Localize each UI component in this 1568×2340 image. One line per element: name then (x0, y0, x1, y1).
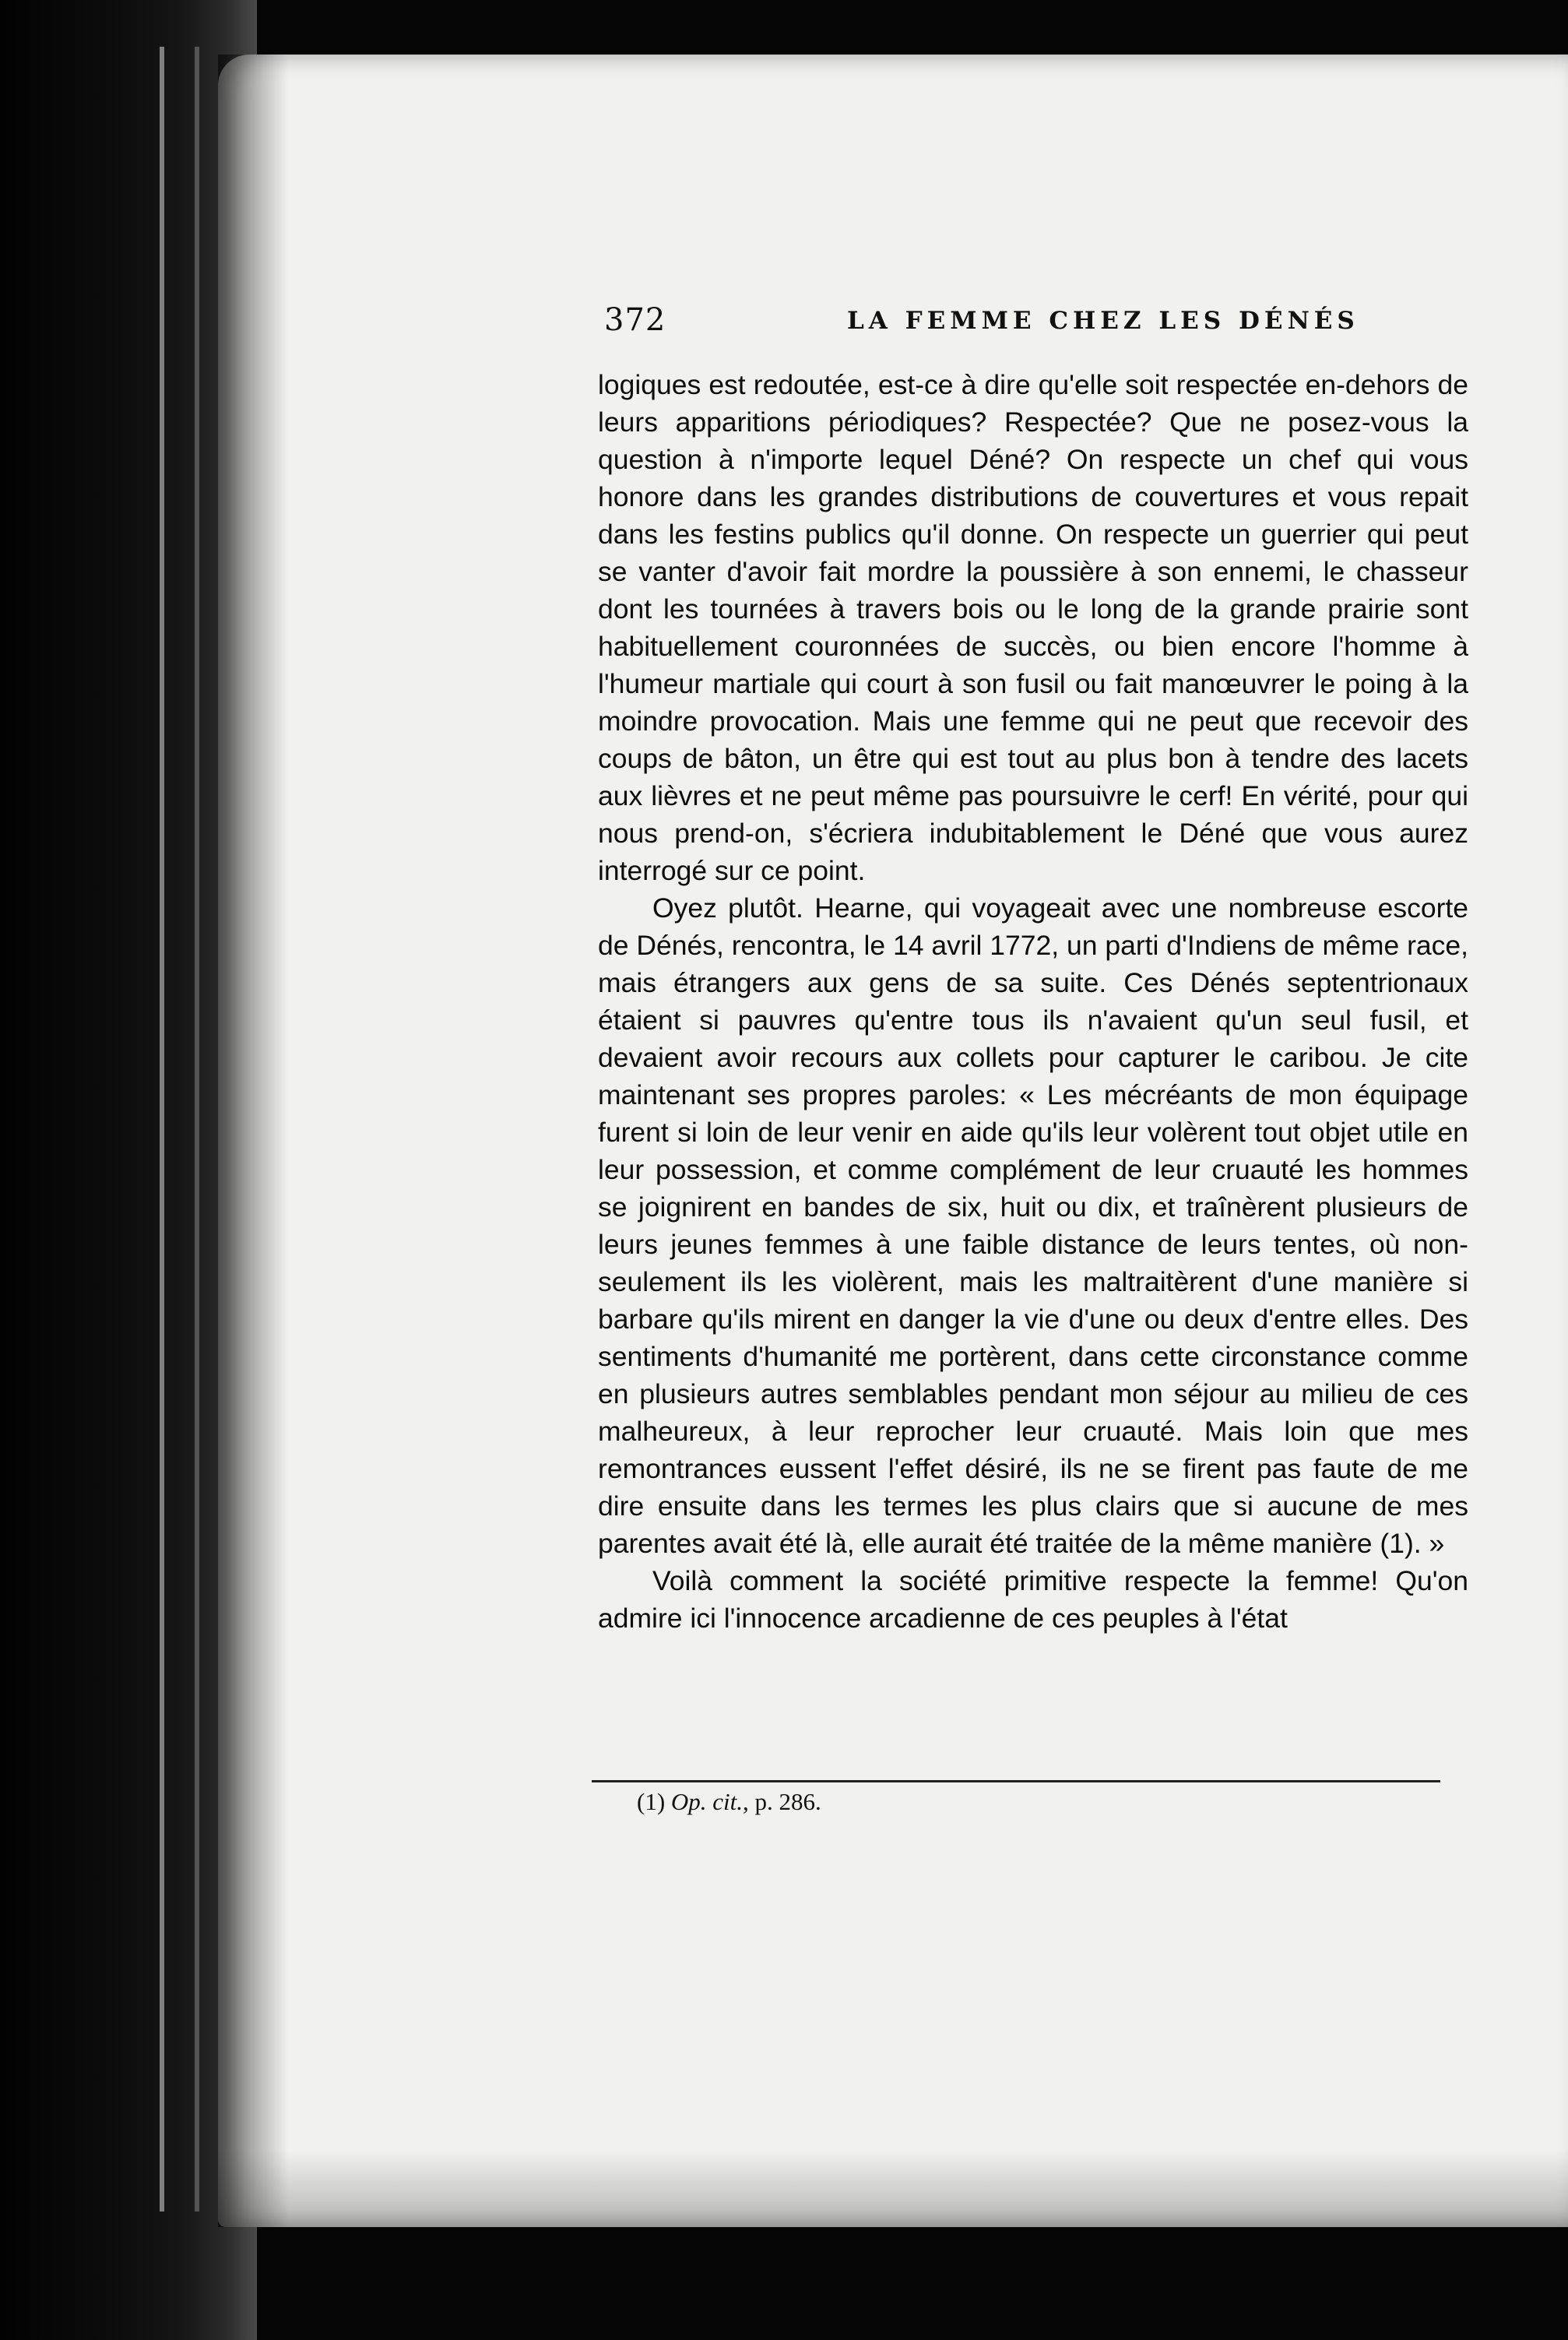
paragraph: Voilà comment la société primitive respecte la femme! Qu'on admire ici l'innocence arcadienne de ces peuples à l'état (598, 1565, 1468, 1634)
paragraph: logiques est redoutée, est-ce à dire qu'elle soit respectée en-dehors de leurs apparitions périodiques? Respectée? Que ne posez-vous la question à n'importe lequel Déné? On respecte un chef qui vous honore dans les grandes distributions de couvertures et vous repait dans les festins publics qu'il donne. On respecte un guerrier qui peut se vanter d'avoir fait mordre la poussière à son ennemi, le chasseur dont les tournées à travers bois ou le long de la grande prairie sont habituellement couronnées de succès, ou bien encore l'homme à l'humeur martiale qui court à son fusil ou fait manœuvrer le poing à la moindre provocation. Mais une femme qui ne peut que recevoir des coups de bâton, un être qui est tout au plus bon à tendre des lacets aux lièvres et ne peut même pas poursuivre le cerf! En vérité, pour qui nous prend-on, s'écriera indubitablement le Déné que vous aurez interrogé sur ce point. (598, 369, 1468, 886)
page-header (604, 302, 1476, 349)
footnote-marker: (1) (637, 1788, 666, 1815)
running-head: LA FEMME CHEZ LES DÉNÉS (847, 307, 1359, 335)
paragraph: Oyez plutôt. Hearne, qui voyageait avec une nombreuse escorte de Dénés, rencontra, le 14 avril 1772, un parti d'Indiens de même race, mais étrangers aux gens de sa suite. Ces Dénés septentrionaux étaient si pauvres qu'entre tous ils n'avaient qu'un seul fusil, et devaient avoir recours aux collets pour capturer le caribou. Je cite maintenant ses propres paroles: « Les mécréants de mon équipage furent si loin de leur venir en aide qu'ils leur volèrent tout objet utile en leur possession, et comme complément de leur cruauté les hommes se joignirent en bandes de six, huit ou dix, et traînèrent plusieurs de leurs jeunes femmes à une faible distance de leurs tentes, où non-seulement ils les violèrent, mais les maltraitèrent d'une manière si barbare qu'ils mirent en danger la vie d'une ou deux d'entre elles. Des sentiments d'humanité me portèrent, dans cette circonstance comme en plusieurs autres semblables pendant mon séjour au milieu de ces malheureux, à leur reprocher leur cruauté. Mais loin que mes remontrances eussent l'effet désiré, ils ne se firent pas faute de me dire ensuite dans les termes les plus clairs que si aucune de mes parentes avait été là, elle aurait été traitée de la même manière (1). » (598, 892, 1468, 1559)
body-text (598, 366, 1468, 1637)
footnote (637, 1788, 821, 1816)
footnote-source: Op. cit. (670, 1788, 744, 1815)
page-number: 372 (604, 302, 666, 338)
footnote-page: , p. 286. (743, 1788, 821, 1815)
footnote-rule (592, 1780, 1440, 1782)
page-bottom-shadow (218, 2149, 1568, 2227)
binding-highlight (160, 47, 164, 2212)
binding-highlight (195, 47, 199, 2212)
